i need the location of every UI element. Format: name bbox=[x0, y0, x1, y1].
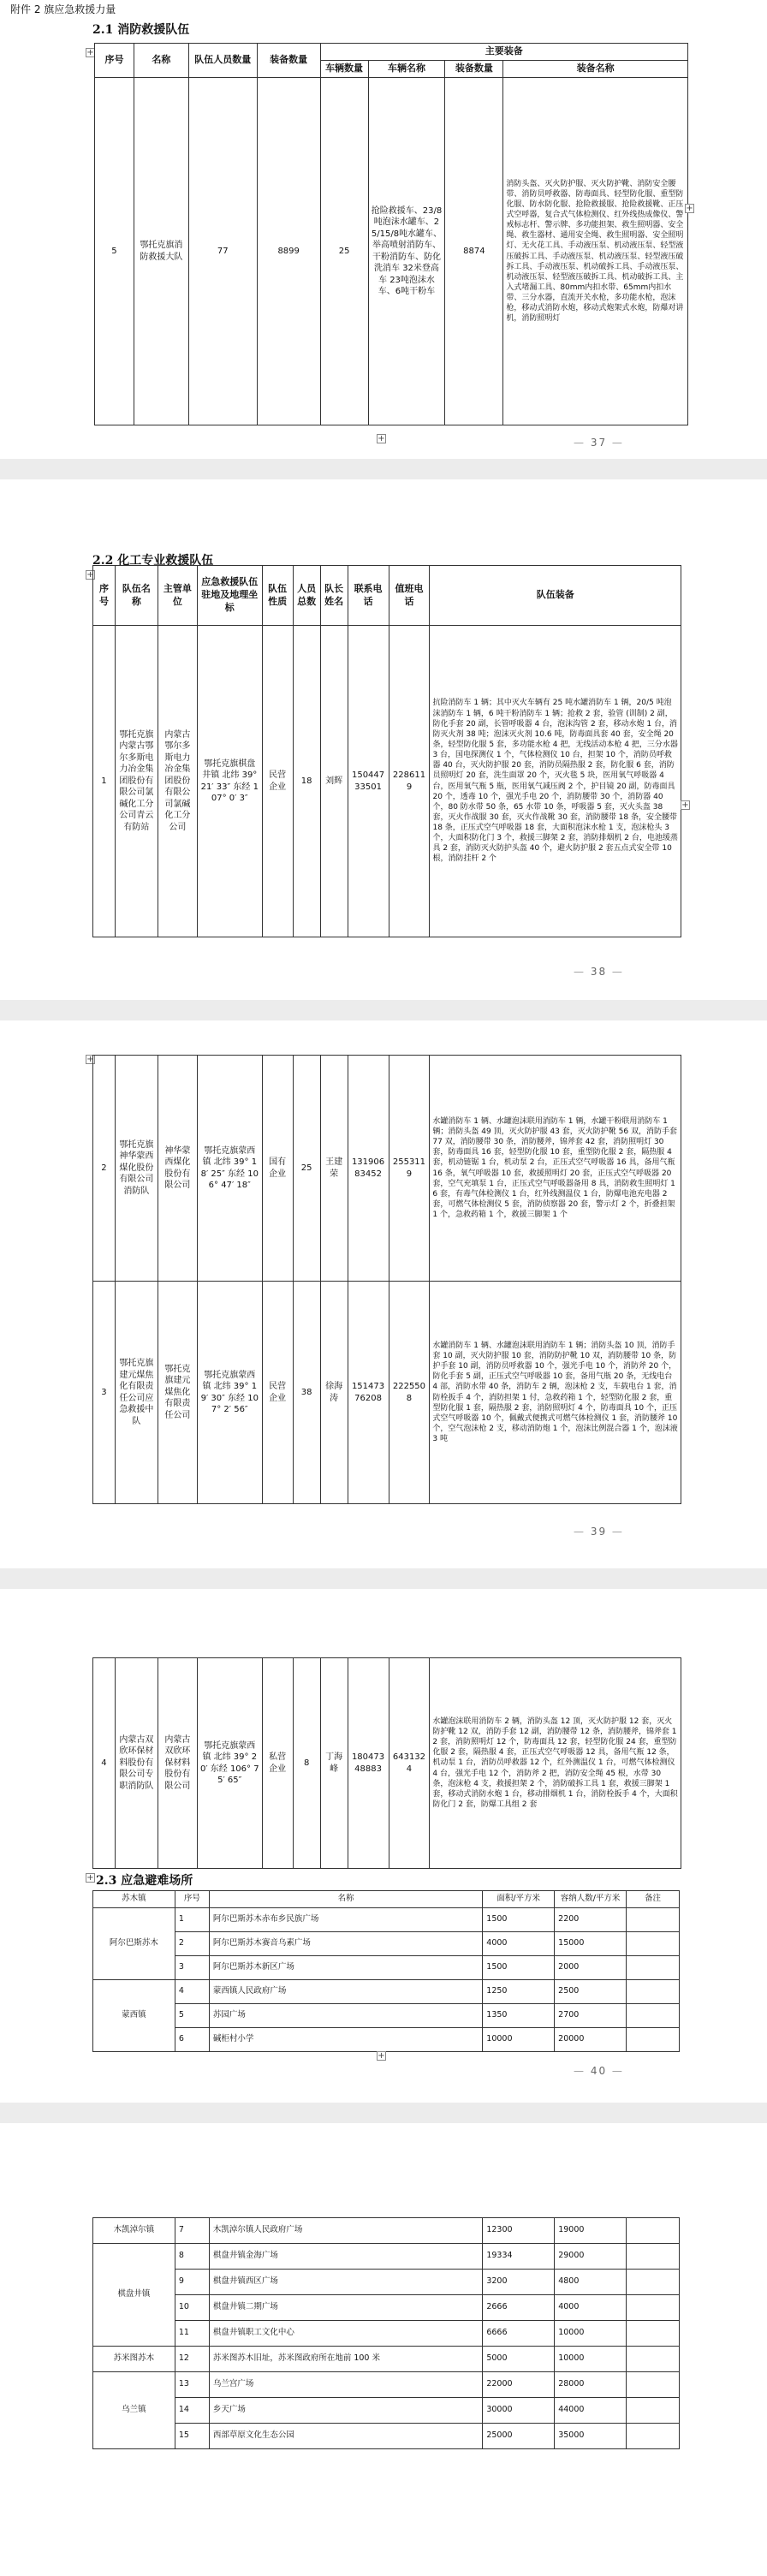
col-name: 名称 bbox=[134, 44, 188, 78]
page-37 bbox=[0, 0, 767, 459]
cell-note bbox=[627, 2295, 680, 2321]
cell-seq: 5 bbox=[95, 78, 134, 425]
col-personnel: 队伍人员数量 bbox=[188, 44, 257, 78]
cell-seq: 2 bbox=[93, 1056, 116, 1282]
cell-area: 2666 bbox=[483, 2295, 555, 2321]
table-row bbox=[93, 2347, 680, 2372]
cell-vehicle-count: 25 bbox=[320, 78, 368, 425]
cell-capacity: 2700 bbox=[555, 2004, 627, 2028]
cell-seq: 12 bbox=[175, 2347, 209, 2372]
cell-personnel: 77 bbox=[188, 78, 257, 425]
page-number: — 38 — bbox=[574, 966, 624, 978]
table-row bbox=[93, 1282, 681, 1504]
cell-area: 30000 bbox=[483, 2398, 555, 2424]
cell-note bbox=[627, 2424, 680, 2449]
cell-phone: 15147376208 bbox=[348, 1282, 389, 1504]
cell-seq: 1 bbox=[93, 626, 116, 937]
cell-capacity: 35000 bbox=[555, 2424, 627, 2449]
page-number: — 40 — bbox=[574, 2065, 624, 2077]
cell-team-equipment: 水罐消防车 1 辆、水罐泡沫联用消防车 1 辆，水罐干粉联用消防车 1 辆；消防头盔 49 顶，灭火防护服 43 套，灭火防护靴 56 双，消防手套 77 双，消防腰带 30 条，消防腰斧，锦斧套 42 套，消防照明灯 30 套，防毒面具 16 套，轻型防化服 10 套，重型防化服 2 套，隔热服 4 套，机动链锯 1 台，机动泵 2 台，正压式空气呼吸器 16 具，备用气瓶 16 条，氧气呼吸器 10 套，救援照明灯 20 套，正压式空气呼吸器 20 套，空气充填泵 1 台，正压式空气呼吸器备用 8 具，消防救生照明灯 16 套，有毒气体检测仪 1 台，红外线测温仪 1 台，防爆电池充电器 2 套，可燃气体检测仪 5 套，消防侦察器 20 套，警示灯 2 个，折叠担架 1 个，急救药箱 1 个，救援三脚架 1 个 bbox=[430, 1056, 681, 1282]
cell-seq: 1 bbox=[175, 1908, 209, 1932]
col-seq: 序号 bbox=[93, 566, 116, 626]
cell-equip-name: 消防头盔、灭火防护服、灭火防护靴、消防安全腰带、消防员呼救器、防毒面具、轻型防化服、重型防化服、防水防化服、抢险救援服、抢险救援靴、正压式空呼器，复合式气体检测仪、红外线热成像仪、警戒标志杆、警示牌、多功能担架、救生照明器、安全绳、救生器材、通用安全绳、救生照明器、安全照明灯、无火花工具、手动液压泵、机动液压泵、轻型液压破拆工具、手动液压泵、机动液压泵、轻型液压破拆工具、手动液压泵、机动破拆工具、手动液压泵、机动液压泵、轻型液压破拆工具、机动破拆工具、主入式堵漏工具、80mm内扣水带、65mm内扣水带、三分水器，直流开关水枪，多功能水枪，泡沫枪，移动式消防水炮，移动式炮架式水炮，防爆对讲机，消防照明灯 bbox=[503, 78, 688, 425]
cell-capacity: 20000 bbox=[555, 2028, 627, 2052]
cell-seq: 6 bbox=[175, 2028, 209, 2052]
cell-note bbox=[627, 2398, 680, 2424]
cell-area: 1500 bbox=[483, 1908, 555, 1932]
cell-name: 苏米图苏木旧址，苏米图政府所在地前 100 米 bbox=[209, 2347, 483, 2372]
col-location: 应急救援队伍驻地及地理坐标 bbox=[197, 566, 262, 626]
table-row bbox=[93, 1932, 680, 1956]
cell-town: 蒙西镇 bbox=[93, 1980, 175, 2052]
cell-total: 38 bbox=[293, 1282, 320, 1504]
cell-seq: 8 bbox=[175, 2244, 209, 2270]
col-team-name: 队伍名称 bbox=[115, 566, 158, 626]
cell-area: 12300 bbox=[483, 2218, 555, 2244]
table-row bbox=[93, 2295, 680, 2321]
table-row bbox=[93, 2321, 680, 2347]
cell-name: 苏园广场 bbox=[209, 2004, 482, 2028]
cell-nature: 私营企业 bbox=[262, 1658, 293, 1869]
cell-seq: 3 bbox=[175, 1956, 209, 1980]
cell-note bbox=[627, 2270, 680, 2295]
cell-note bbox=[627, 1956, 680, 1980]
col-vehicle-count: 车辆数量 bbox=[320, 61, 368, 78]
section-heading-chem: 2.2 化工专业救援队伍 bbox=[92, 554, 214, 568]
page-41 bbox=[0, 2123, 767, 2576]
page-gap bbox=[0, 1000, 767, 1020]
table-row bbox=[93, 2028, 680, 2052]
cell-note bbox=[627, 1908, 680, 1932]
cell-seq: 13 bbox=[175, 2372, 209, 2398]
cell-name: 棋盘井镇二期广场 bbox=[209, 2295, 483, 2321]
cell-area: 6666 bbox=[483, 2321, 555, 2347]
table-row bbox=[93, 2218, 680, 2244]
cell-area: 1250 bbox=[483, 1980, 555, 2004]
page-40 bbox=[0, 1589, 767, 2103]
row-add-handle[interactable]: + bbox=[686, 204, 693, 213]
cell-town: 乌兰镇 bbox=[93, 2372, 175, 2449]
cell-phone: 18047348883 bbox=[348, 1658, 389, 1869]
cell-seq: 15 bbox=[175, 2424, 209, 2449]
table-row bbox=[93, 1956, 680, 1980]
cell-capacity: 29000 bbox=[555, 2244, 627, 2270]
table-add-handle[interactable]: + bbox=[86, 1055, 94, 1064]
cell-equipment: 8899 bbox=[257, 78, 320, 425]
cell-note bbox=[627, 1980, 680, 2004]
cell-capacity: 2000 bbox=[555, 1956, 627, 1980]
section-heading-fire: 2.1 消防救援队伍 bbox=[92, 23, 190, 37]
cell-town: 苏米图苏木 bbox=[93, 2347, 175, 2372]
cell-note bbox=[627, 2347, 680, 2372]
col-duty-phone: 值班电话 bbox=[389, 566, 430, 626]
cell-seq: 10 bbox=[175, 2295, 209, 2321]
col-seq: 序号 bbox=[95, 44, 134, 78]
cell-name: 乡天广场 bbox=[209, 2398, 483, 2424]
cell-captain: 丁海峰 bbox=[320, 1658, 348, 1869]
cell-total: 18 bbox=[293, 626, 320, 937]
cell-location: 鄂托克旗蒙西镇 北纬 39° 18′ 25″ 东经 106° 47′ 18″ bbox=[197, 1056, 262, 1282]
table-row bbox=[93, 626, 681, 937]
cell-name: 阿尔巴斯苏木赤布乡民族广场 bbox=[209, 1908, 482, 1932]
page-39 bbox=[0, 1020, 767, 1568]
cell-capacity: 10000 bbox=[555, 2347, 627, 2372]
table-add-handle[interactable]: + bbox=[86, 1873, 94, 1883]
table-add-handle[interactable]: + bbox=[86, 48, 94, 57]
cell-name: 木凯淖尔镇人民政府广场 bbox=[209, 2218, 483, 2244]
cell-capacity: 10000 bbox=[555, 2321, 627, 2347]
table-row bbox=[93, 1980, 680, 2004]
cell-note bbox=[627, 2372, 680, 2398]
cell-area: 5000 bbox=[483, 2347, 555, 2372]
table-row bbox=[93, 1908, 680, 1932]
col-team-equipment: 队伍装备 bbox=[430, 566, 681, 626]
cell-duty-phone: 2553119 bbox=[389, 1056, 430, 1282]
col-equipment: 装备数量 bbox=[257, 44, 320, 78]
cell-team-equipment: 抗险消防车 1 辆；其中灭火车辆有 25 吨水罐消防车 1 辆，20/5 吨泡沫消防车 1 辆，6 吨干粉消防车 1 辆；抢救 2 套，验管 (训制) 2 副，防化手套 20 副，长管呼吸器 4 台，泡沫沟管 2 套，移动水炮 1 台，消防灭火剂 38 吨；泡沫灭火剂 10.6 吨，防毒面具套 40 套，安全绳 20 条，轻型防化服 5 套，多功能水枪 4 把，无线活动本枪 4 把，三分水器 3 台，国电探测仪 1 个，气体检测仪 10 台，担架 10 个，消防员呼救器 40 台，灭火防护服 20 套，消防员隔热服 2 套，防化服 6 套，消防员照明灯 20 套，洗生面罩 20 个，灭火毯 5 块，医用氧气呼吸器 4 台，医用氧气瓶 5 瓶，医用氧气减压阀 2 个，护目镜 20 副，防毒面具 20 个，透毒 10 个，强光手电 20 个，消防腰带 30 个，消防器 40 个，80 防水带 50 条，65 水带 10 条，呼吸器 5 套，灭火头盔 38 套，灭火作战服 30 套，灭火作战靴 30 套，消防腰带 18 条，安全腰带 18 条，正压式空气呼吸器 18 套，大面积泡沫水枪 1 支，泡沫枪头 3 个，大面积防化门 3 个，救援三脚架 2 套，消防排烟机 2 台，电池缓蒸具 2 套，消防灭火防护头盔 40 个，避火防护服 2 套五点式安全带 10 根，消防挂杆 2 个 bbox=[430, 626, 681, 937]
cell-name: 棋盘井镇西区广场 bbox=[209, 2270, 483, 2295]
cell-note bbox=[627, 2244, 680, 2270]
cell-seq: 9 bbox=[175, 2270, 209, 2295]
cell-equip-count: 8874 bbox=[445, 78, 503, 425]
cell-captain: 徐海涛 bbox=[320, 1282, 348, 1504]
table-row bbox=[93, 2372, 680, 2398]
cell-total: 8 bbox=[293, 1658, 320, 1869]
col-equip-count: 装备数量 bbox=[445, 61, 503, 78]
page-number: — 37 — bbox=[574, 437, 624, 449]
table-row bbox=[93, 2424, 680, 2449]
cell-location: 鄂托克旗蒙西镇 北纬 39° 19′ 30″ 东经 107° 2′ 56″ bbox=[197, 1282, 262, 1504]
col-vehicle-name: 车辆名称 bbox=[368, 61, 445, 78]
cell-name: 阿尔巴斯苏木新区广场 bbox=[209, 1956, 482, 1980]
cell-phone: 13190683452 bbox=[348, 1056, 389, 1282]
cell-name: 阿尔巴斯苏木赛音乌素广场 bbox=[209, 1932, 482, 1956]
cell-phone: 15044733501 bbox=[348, 626, 389, 937]
cell-capacity: 2500 bbox=[555, 1980, 627, 2004]
cell-name: 碱柜村小学 bbox=[209, 2028, 482, 2052]
cell-duty-phone: 2286119 bbox=[389, 626, 430, 937]
cell-nature: 民营企业 bbox=[262, 626, 293, 937]
cell-seq: 3 bbox=[93, 1282, 116, 1504]
cell-team-equipment: 水罐消防车 1 辆、水罐泡沫联用消防车 1 辆；消防头盔 10 顶，消防手套 10 副，灭火防护服 10 套，消防防护靴 10 双，消防腰带 10 条，防护手套 10 副，消防员呼救器 10 个，强光手电 10 个，消防斧 20 个，防化手套 5 副，正压式空气呼吸器 10 套，备用气瓶 20 条，无线电台 4 部，消防水带 40 条，消防车 2 辆，泡沫枪 2 支，车载电台 1 套，消防栓扳手 4 个，消防担架 1 付，急救药箱 1 个，轻型防化服 2 套，重型防化服 1 套，隔热服 2 套，消防照明灯 4 个，防毒面具 10 个，正压式空气呼吸器 10 个，佩戴式便携式可燃气体检测仪 1 套，消防腰斧 10 个，空气泡沫枪 2 支，移动消防炮 1 个，泡沫比例混合器 1 个，泡沫液 3 吨 bbox=[430, 1282, 681, 1504]
chem-rescue-table-cont bbox=[92, 1055, 681, 1504]
col-seq: 序号 bbox=[175, 1891, 209, 1908]
cell-vehicle-name: 抢险救援车、23/8吨泡沫水罐车、25/15/8吨水罐车、举高喷射消防车、干粉消防车、防化洗消车 32米登高车 23吨泡沫水车、6吨干粉车 bbox=[368, 78, 445, 425]
fire-rescue-table bbox=[94, 43, 688, 425]
cell-seq: 4 bbox=[93, 1658, 116, 1869]
cell-note bbox=[627, 2321, 680, 2347]
page-38 bbox=[0, 479, 767, 1000]
cell-capacity: 28000 bbox=[555, 2372, 627, 2398]
table-row bbox=[93, 2270, 680, 2295]
cell-area: 22000 bbox=[483, 2372, 555, 2398]
cell-note bbox=[627, 1932, 680, 1956]
col-captain: 队长姓名 bbox=[320, 566, 348, 626]
cell-unit: 鄂托克旗建元煤焦化有限责任公司 bbox=[158, 1282, 197, 1504]
cell-area: 1500 bbox=[483, 1956, 555, 1980]
page-gap bbox=[0, 2103, 767, 2123]
cell-duty-phone: 6431324 bbox=[389, 1658, 430, 1869]
cell-unit: 内蒙古鄂尔多斯电力冶金集团股份有限公司氯碱化工分公司 bbox=[158, 626, 197, 937]
table-row bbox=[95, 78, 688, 425]
cell-town: 木凯淖尔镇 bbox=[93, 2218, 175, 2244]
cell-note bbox=[627, 2028, 680, 2052]
page-gap bbox=[0, 459, 767, 479]
cell-team-name: 鄂托克旗建元煤焦化有限责任公司应急救援中队 bbox=[115, 1282, 158, 1504]
cell-unit: 神华蒙西煤化股份有限公司 bbox=[158, 1056, 197, 1282]
cell-seq: 5 bbox=[175, 2004, 209, 2028]
table-row bbox=[93, 2398, 680, 2424]
cell-area: 4000 bbox=[483, 1932, 555, 1956]
cell-capacity: 19000 bbox=[555, 2218, 627, 2244]
cell-nature: 国有企业 bbox=[262, 1056, 293, 1282]
column-add-handle[interactable]: + bbox=[378, 434, 385, 443]
cell-seq: 4 bbox=[175, 1980, 209, 2004]
cell-name: 西部草原文化生态公园 bbox=[209, 2424, 483, 2449]
shelter-table bbox=[92, 1890, 680, 2052]
cell-area: 25000 bbox=[483, 2424, 555, 2449]
col-total: 人员总数 bbox=[293, 566, 320, 626]
cell-capacity: 2200 bbox=[555, 1908, 627, 1932]
cell-captain: 王建荣 bbox=[320, 1056, 348, 1282]
col-area: 面积/平方米 bbox=[483, 1891, 555, 1908]
cell-name: 乌兰宫广场 bbox=[209, 2372, 483, 2398]
col-name: 名称 bbox=[209, 1891, 482, 1908]
page-gap bbox=[0, 1568, 767, 1589]
cell-team-name: 鄂托克旗内蒙古鄂尔多斯电力冶金集团股份有限公司氯碱化工分公司青云有防站 bbox=[115, 626, 158, 937]
cell-town: 棋盘井镇 bbox=[93, 2244, 175, 2347]
cell-note bbox=[627, 2218, 680, 2244]
chem-rescue-table-cont2 bbox=[92, 1657, 681, 1869]
cell-area: 1350 bbox=[483, 2004, 555, 2028]
cell-nature: 民营企业 bbox=[262, 1282, 293, 1504]
cell-seq: 7 bbox=[175, 2218, 209, 2244]
cell-capacity: 15000 bbox=[555, 1932, 627, 1956]
cell-area: 19334 bbox=[483, 2244, 555, 2270]
cell-location: 鄂托克旗棋盘井镇 北纬 39° 21′ 33″ 东经 107° 0′ 3″ bbox=[197, 626, 262, 937]
col-town: 苏木镇 bbox=[93, 1891, 175, 1908]
col-nature: 队伍性质 bbox=[262, 566, 293, 626]
cell-name: 鄂托克旗消防救援大队 bbox=[134, 78, 188, 425]
cell-team-name: 鄂托克旗神华蒙西煤化股份有限公司消防队 bbox=[115, 1056, 158, 1282]
col-equip-name: 装备名称 bbox=[503, 61, 688, 78]
appendix-title: 附件 2 旗应急救援力量 bbox=[10, 3, 116, 15]
cell-seq: 2 bbox=[175, 1932, 209, 1956]
cell-location: 鄂托克旗蒙西镇 北纬 39° 20′ 东经 106° 75′ 65″ bbox=[197, 1658, 262, 1869]
table-add-handle[interactable]: + bbox=[86, 570, 94, 580]
cell-note bbox=[627, 2004, 680, 2028]
cell-town: 阿尔巴斯苏木 bbox=[93, 1908, 175, 1980]
table-row bbox=[93, 2244, 680, 2270]
cell-area: 10000 bbox=[483, 2028, 555, 2052]
cell-area: 3200 bbox=[483, 2270, 555, 2295]
cell-name: 蒙西镇人民政府广场 bbox=[209, 1980, 482, 2004]
cell-seq: 11 bbox=[175, 2321, 209, 2347]
row-add-handle[interactable]: + bbox=[681, 800, 689, 810]
cell-capacity: 4800 bbox=[555, 2270, 627, 2295]
col-note: 备注 bbox=[627, 1891, 680, 1908]
col-unit: 主管单位 bbox=[158, 566, 197, 626]
table-row bbox=[93, 2004, 680, 2028]
cell-name: 棋盘井镇职工文化中心 bbox=[209, 2321, 483, 2347]
cell-capacity: 44000 bbox=[555, 2398, 627, 2424]
table-row bbox=[93, 1056, 681, 1282]
cell-team-name: 内蒙古双欣环保材料股份有限公司专职消防队 bbox=[115, 1658, 158, 1869]
cell-total: 25 bbox=[293, 1056, 320, 1282]
shelter-table-cont bbox=[92, 2217, 680, 2449]
col-capacity: 容纳人数/平方米 bbox=[555, 1891, 627, 1908]
cell-duty-phone: 2225508 bbox=[389, 1282, 430, 1504]
col-phone: 联系电话 bbox=[348, 566, 389, 626]
cell-name: 棋盘井镇金海广场 bbox=[209, 2244, 483, 2270]
page-number: — 39 — bbox=[574, 1526, 624, 1538]
cell-team-equipment: 水罐泡沫联用消防车 2 辆，消防头盔 12 顶，灭火防护服 12 套，灭火防护靴 12 双，消防手套 12 副，消防腰带 12 条，消防腰斧，锦斧套 12 套，消防照明灯 12 个，防毒面具 12 套，轻型防化服 24 套，重型防化服 2 套，隔热服 4 套，正压式空气呼吸器 12 具，备用气瓶 12 条，机动泵 1 台，消防员呼救器 12 个，红外测温仪 1 台，可燃气体检测仪 4 台，强光手电 12 个，消防斧 2 把，消防安全绳 45 根，水带 30 条，泡沫枪 4 支，救援担架 2 个，消防破拆工具 1 套，救援三脚架 1 套，移动式消防水炮 1 台，移动排烟机 1 台，消防栓扳手 4 个，大面积防化门 2 套，防爆工具组 2 套 bbox=[430, 1658, 681, 1869]
cell-unit: 内蒙古双欣环保材料股份有限公司 bbox=[158, 1658, 197, 1869]
col-main-equipment: 主要装备 bbox=[320, 44, 687, 61]
cell-seq: 14 bbox=[175, 2398, 209, 2424]
table-row bbox=[93, 1658, 681, 1869]
column-add-handle[interactable]: + bbox=[378, 2051, 385, 2061]
section-heading-shelter: 2.3 应急避难场所 bbox=[96, 1874, 193, 1888]
chem-rescue-table bbox=[92, 565, 681, 937]
cell-capacity: 4000 bbox=[555, 2295, 627, 2321]
cell-captain: 刘辉 bbox=[320, 626, 348, 937]
